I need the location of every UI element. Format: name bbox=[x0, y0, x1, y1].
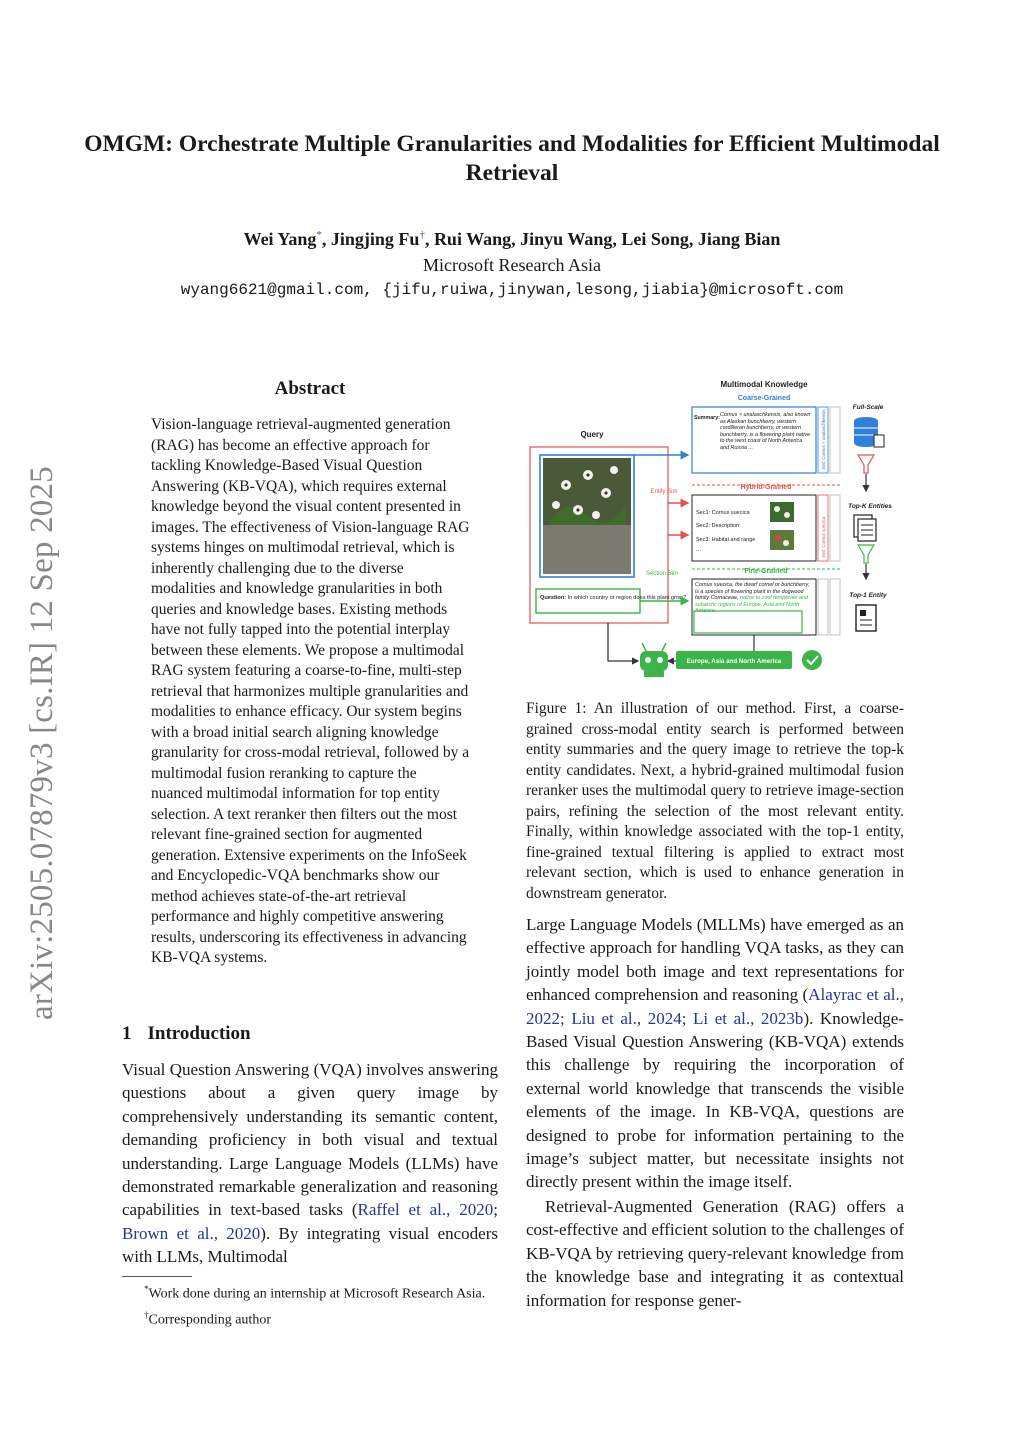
arxiv-identifier: arXiv:2505.07879v3 [cs.IR] 12 Sep 2025 bbox=[24, 466, 60, 1020]
affiliation: Microsoft Research Asia bbox=[423, 255, 601, 275]
flow-to-generator bbox=[608, 623, 638, 661]
footnote-mark: † bbox=[144, 1309, 149, 1320]
text-run: ; bbox=[681, 1008, 694, 1028]
author-emails: wyang6621@gmail.com, {jifu,ruiwa,jinywan,lesong,jiabia}@microsoft.com bbox=[180, 281, 844, 299]
entity-sim-label: Entity Sim bbox=[650, 489, 678, 495]
answer-text: Europe, Asia and North America bbox=[686, 658, 782, 665]
author-name: Jinyu Wang bbox=[520, 229, 613, 249]
funnel-icon bbox=[858, 455, 874, 491]
author-name: Jingjing Fu bbox=[330, 229, 420, 249]
check-icon bbox=[802, 650, 822, 670]
query-image bbox=[543, 458, 631, 574]
summary-body: Cornus × unalaschkensis, also known as Alaskan bunchberry, western cordilleran bunchberry, or western bunchberry, is a flowering plant native to the west coast of North America and Russia ... bbox=[720, 412, 811, 451]
text-run: Large Language Models (MLLMs) have emerged as an effective approach for handling VQA tasks, as they can jointly model both image and text representations for enhanced comprehension and reasoning ( bbox=[526, 915, 904, 1005]
section-1-image bbox=[770, 502, 794, 522]
footnote-1 bbox=[122, 1280, 498, 1304]
intro-left-column bbox=[122, 1058, 498, 1269]
citation-link[interactable]: Brown et al., 2020 bbox=[122, 1223, 261, 1243]
question-box bbox=[536, 589, 640, 613]
top-1-label: Top-1 Entity bbox=[849, 592, 887, 599]
section-number: 1 bbox=[122, 1023, 132, 1044]
section-title: Introduction bbox=[147, 1023, 251, 1044]
author-list: Wei Yang*, Jingjing Fu†, Rui Wang, Jinyu Wang, Lei Song, Jiang Bian bbox=[243, 229, 781, 249]
citation-link[interactable]: Alayrac et al., 2022 bbox=[526, 985, 904, 1028]
section-3-image bbox=[770, 530, 794, 550]
caption-text: An illustration of our method. First, a coarse-grained cross-modal entity search is performed between entity summaries and the query image to retrieve the top-k entity candidates. Next, a hybrid-grained multimodal fusion reranker uses the multimodal query to retrieve image-section pairs, refining the selection of the most relevant entity. Finally, within knowledge associated with the top-1 entity, fine-grained textual filtering is applied to extract most relevant section, which is used to enhance generation in downstream generator. bbox=[526, 700, 904, 902]
citation-link[interactable]: Raffel et al., 2020 bbox=[357, 1200, 494, 1220]
text-run: ). Knowledge-Based Visual Question Answering (KB-VQA) extends this challenge by requiring the incorporation of external world knowledge that transcends the visible elements of the image. In KB-VQA, questions are designed to probe for information pertaining to the image’s subject matter, but necessitate insights not directly present within the image itself. bbox=[526, 1008, 904, 1192]
coarse-grained-label: Coarse-Grained bbox=[737, 395, 791, 402]
section-ellipsis: ... bbox=[696, 547, 702, 553]
summary-text: Summary: bbox=[694, 415, 720, 421]
documents-icon bbox=[854, 515, 876, 541]
citation-link[interactable]: Liu et al., 2024 bbox=[571, 1008, 682, 1028]
author-mark: † bbox=[419, 229, 425, 241]
entity-side-label: Ent: Cornus × unalaschkensis bbox=[821, 409, 826, 469]
section-3-label: Sec3: Habitat and range bbox=[696, 537, 756, 543]
author-name: Wei Yang bbox=[243, 229, 317, 249]
text-run: ). By integrating visual encoders with LLMs, Multimodal bbox=[122, 1223, 498, 1267]
figure-title: Multimodal Knowledge bbox=[720, 380, 808, 389]
method-illustration bbox=[526, 375, 904, 695]
paragraph bbox=[122, 1058, 498, 1269]
author-mark: * bbox=[316, 229, 322, 241]
query-label: Query bbox=[580, 430, 604, 439]
section-2-label: Sec2: Description bbox=[696, 523, 740, 529]
entity-side-label: Ent: Cornus suecica bbox=[821, 516, 826, 557]
abstract-heading: Abstract bbox=[274, 378, 346, 399]
citation-link[interactable]: Li et al., 2023b bbox=[693, 1008, 804, 1028]
footnotes bbox=[122, 1280, 498, 1329]
footnote-2 bbox=[122, 1306, 498, 1330]
database-icon bbox=[854, 417, 884, 447]
text-run: ; bbox=[493, 1200, 498, 1220]
figure-1 bbox=[526, 375, 904, 695]
footnote-text: Work done during an internship at Microsoft Research Asia. bbox=[148, 1286, 486, 1302]
footnote-mark: * bbox=[144, 1284, 149, 1294]
funnel-icon bbox=[858, 545, 874, 579]
author-name: Rui Wang bbox=[433, 229, 512, 249]
question-text: Question: In which country or region does this plant grow? bbox=[540, 595, 687, 601]
text-run: Visual Question Answering (VQA) involves answering questions about a given query image by comprehensively understanding its semantic content, demanding proficiency in both visual and textual understanding. Large Language Models (LLMs) have demonstrated remarkable generalization and reasoning capabilities in text-based tasks ( bbox=[122, 1060, 498, 1220]
author-name: Jiang Bian bbox=[697, 229, 781, 249]
caption-label: Figure 1: bbox=[526, 700, 587, 717]
footnote-rule bbox=[122, 1276, 192, 1277]
top-k-label: Top-K Entities bbox=[848, 503, 892, 510]
footnote-text: Corresponding author bbox=[148, 1312, 271, 1328]
fine-grained-label: Fine-Grained bbox=[744, 568, 788, 575]
section-heading-introduction bbox=[122, 1023, 251, 1045]
paper-title: OMGM: Orchestrate Multiple Granularities and Modalities for Efficient Multimodal Retrieval bbox=[84, 131, 940, 186]
full-scale-label: Full-Scale bbox=[852, 404, 884, 411]
robot-icon bbox=[640, 643, 668, 677]
author-name: Lei Song bbox=[621, 229, 689, 249]
intro-right-column bbox=[526, 913, 904, 1312]
fine-section-text: Cornus suecica, the dwarf cornel or bunchberry, is a species of flowering plant in the dogwood family Cornaceae, native to cool temperate and subarctic regions of Europe, Asia and North America bbox=[695, 582, 810, 615]
paragraph: Retrieval-Augmented Generation (RAG) offers a cost-effective and efficient solution to the challenges of KB-VQA by retrieving query-relevant knowledge from the knowledge base and integrating it as contextual information for response gener- bbox=[526, 1196, 904, 1310]
document-icon bbox=[856, 605, 876, 631]
section-sim-label: Section Sim bbox=[645, 571, 679, 577]
paragraph bbox=[526, 913, 904, 1194]
text-run: ; bbox=[560, 1008, 572, 1028]
figure-caption bbox=[526, 699, 904, 904]
hybrid-grained-label: Hybrid-Grained bbox=[740, 484, 792, 491]
section-1-label: Sec1: Cornus suecica bbox=[696, 510, 750, 516]
abstract-body: Vision-language retrieval-augmented generation (RAG) has become an effective approach for tackling Knowledge-Based Visual Question Answering (KB-VQA), which requires external knowledge beyond the visual content presented in images. The effectiveness of Vision-language RAG systems hinges on multimodal retrieval, which is inherently challenging due to the diverse modalities and knowledge granularities in both queries and knowledge bases. Existing methods have not fully tapped into the potential interplay between these elements. We propose a multimodal RAG system featuring a coarse-to-fine, multi-step retrieval that harmonizes multiple granularities and modalities to enhance efficacy. Our system begins with a broad initial search aligning knowledge granularity for cross-modal retrieval, followed by a multimodal fusion reranking to capture the nuanced multimodal information for top entity selection. A text reranker then filters out the most relevant fine-grained section for augmented generation. Extensive experiments on the InfoSeek and Encyclopedic-VQA benchmarks show our method achieves state-of-the-art retrieval performance and highly competitive answering results, underscoring its effectiveness in advancing KB-VQA systems. bbox=[151, 416, 470, 966]
